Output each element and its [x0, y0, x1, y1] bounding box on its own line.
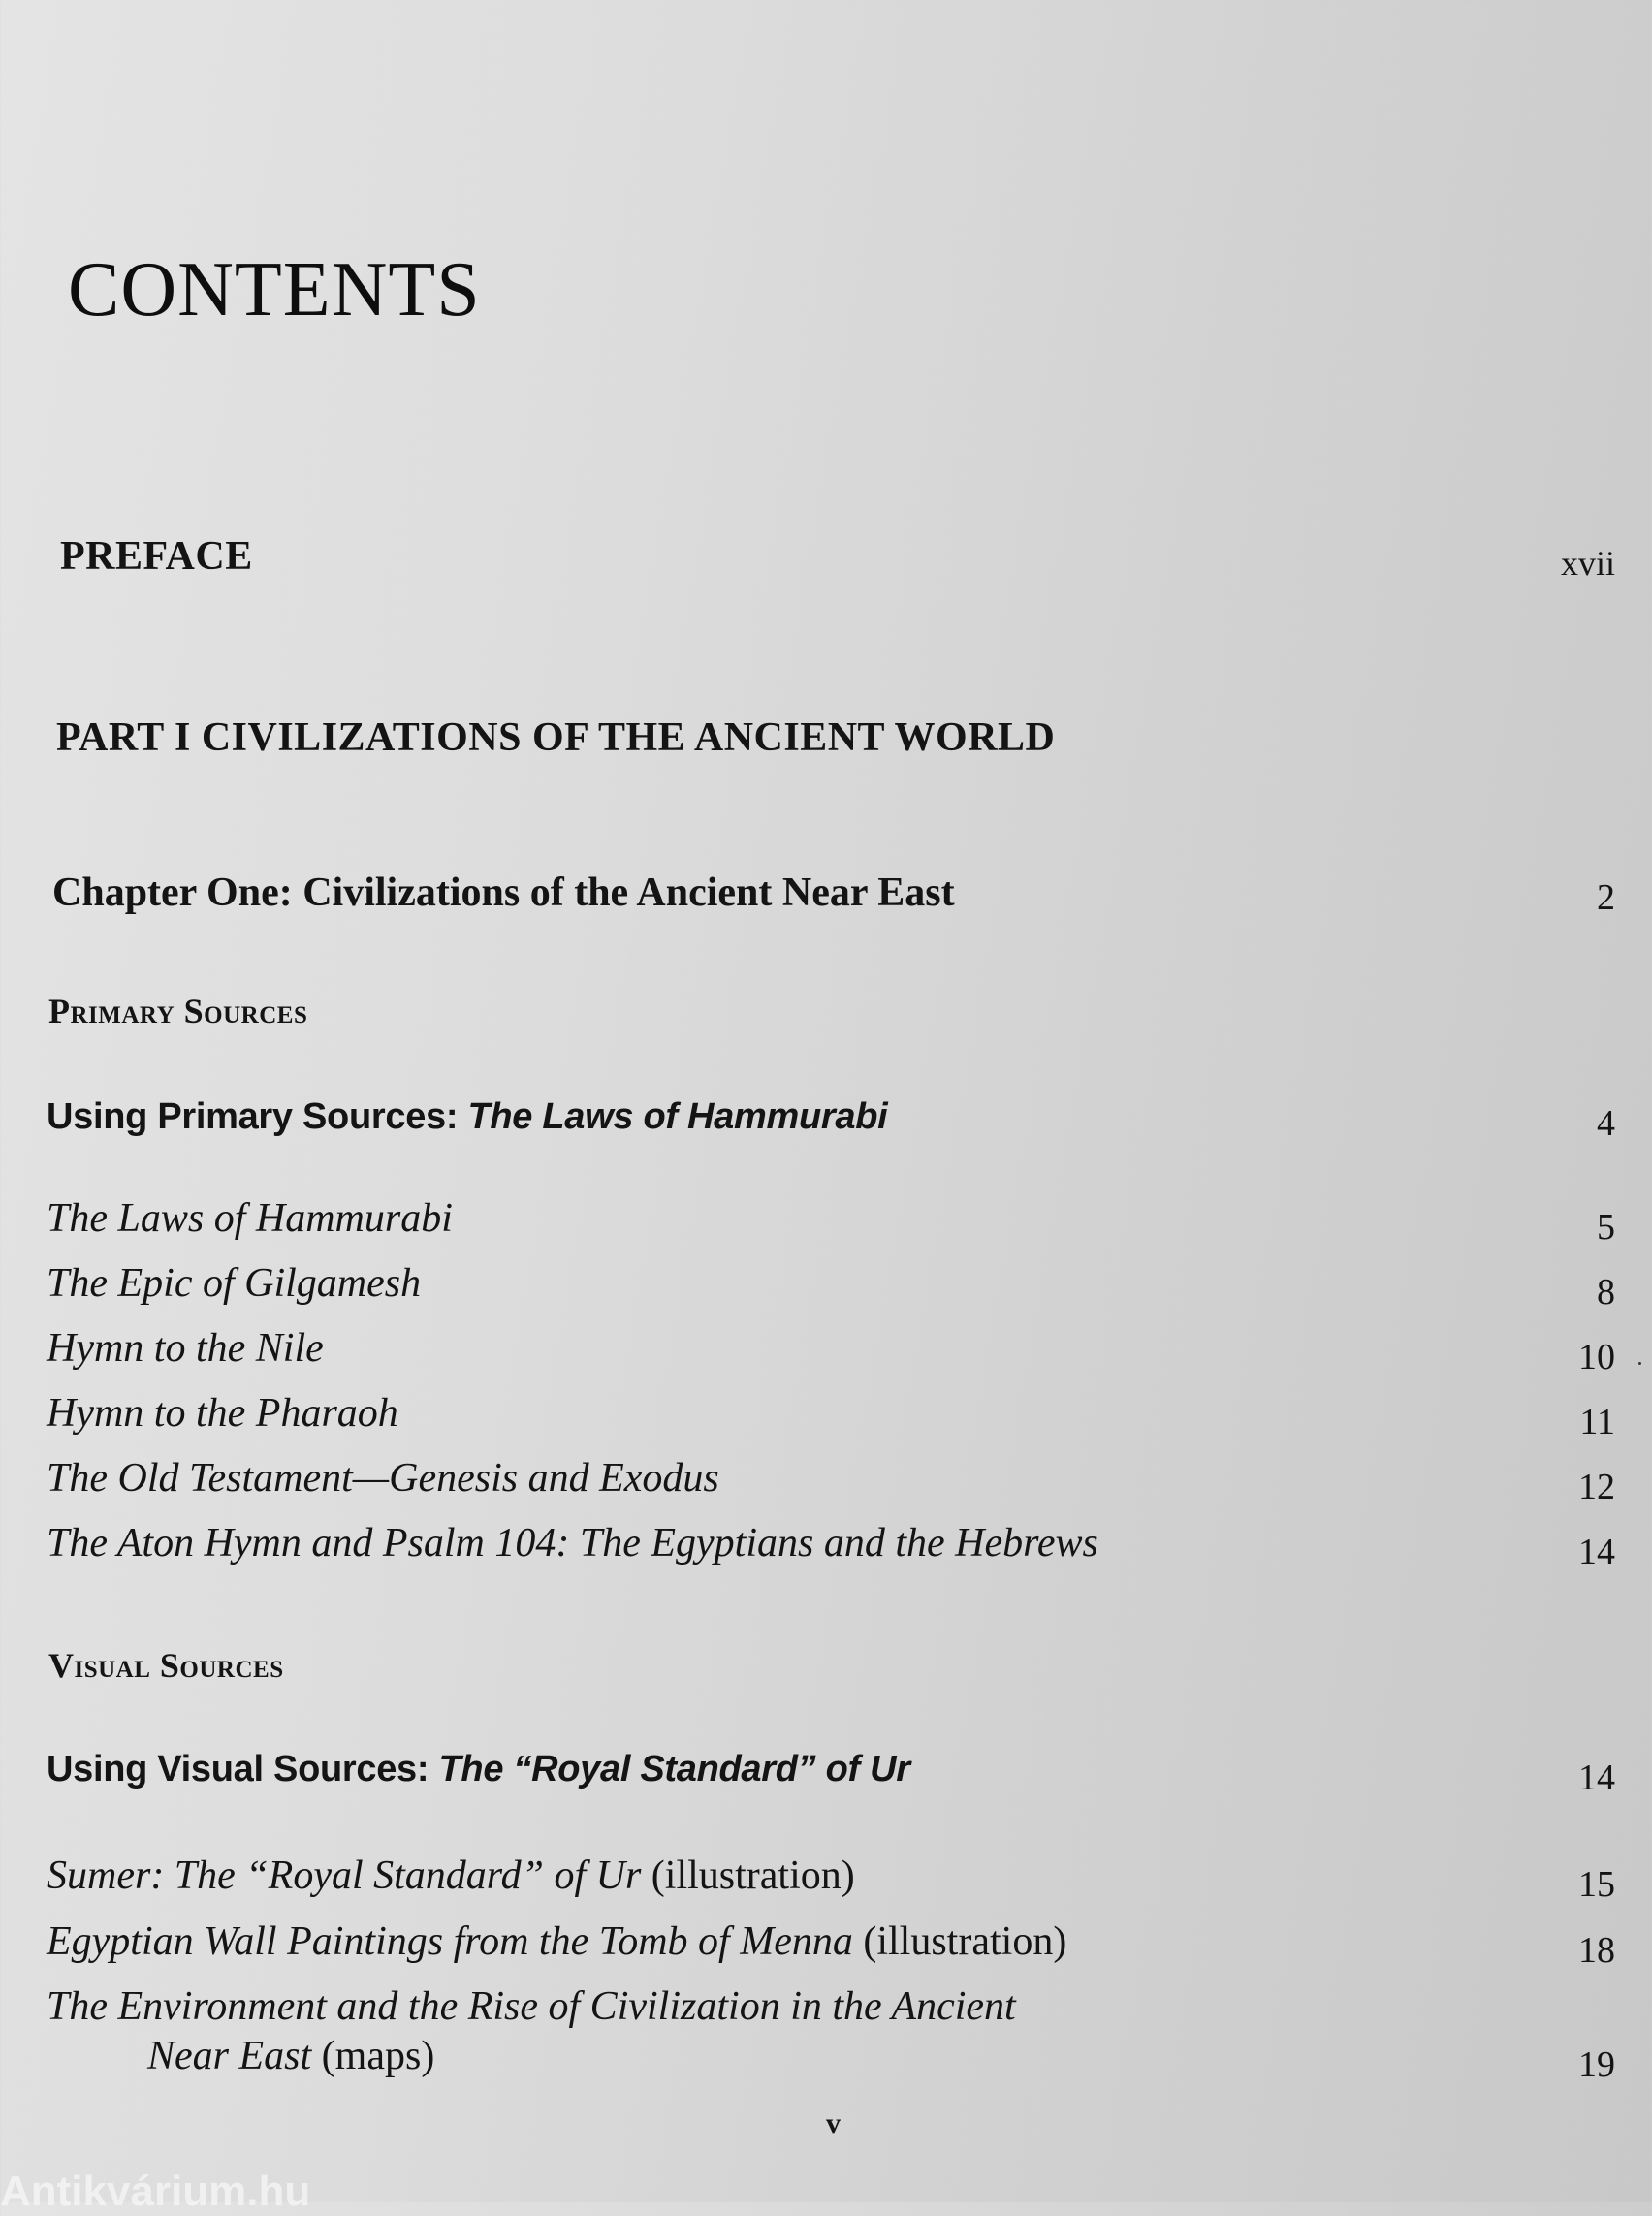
visual-source-page: 15	[1578, 1864, 1615, 1905]
visual-source-entry	[47, 1918, 1066, 1965]
primary-sources-heading: Primary Sources	[48, 992, 308, 1030]
using-primary-sources-page: 4	[1597, 1103, 1615, 1144]
part-heading: PART I CIVILIZATIONS OF THE ANCIENT WORLD	[56, 715, 1056, 760]
visual-source-note: (maps)	[311, 2034, 435, 2078]
show-through-text	[504, 29, 514, 75]
visual-source-page: 19	[1578, 2044, 1615, 2085]
page-folio: v	[826, 2107, 841, 2139]
primary-source-entry: Hymn to the Nile	[47, 1326, 324, 1371]
using-primary-sources-entry	[47, 1096, 887, 1138]
visual-sources-heading: Visual Sources	[48, 1646, 284, 1685]
watermark: Antikvárium.hu	[0, 2168, 311, 2215]
visual-source-note: (illustration)	[641, 1853, 855, 1898]
primary-source-entry: The Laws of Hammurabi	[47, 1196, 453, 1241]
visual-source-note: (illustration)	[852, 1919, 1067, 1964]
primary-source-entry: The Aton Hymn and Psalm 104: The Egyptians and the Hebrews	[47, 1521, 1098, 1566]
primary-source-page: 12	[1578, 1467, 1615, 1507]
visual-source-entry	[47, 1852, 855, 1899]
primary-source-entry: The Old Testament—Genesis and Exodus	[47, 1456, 719, 1501]
primary-source-page: 8	[1597, 1272, 1615, 1313]
page-title: CONTENTS	[68, 246, 481, 332]
primary-source-page: 11	[1579, 1402, 1615, 1442]
chapter-title: Chapter One: Civilizations of the Ancient Near East	[52, 871, 955, 915]
primary-source-page: 14	[1578, 1532, 1615, 1572]
using-visual-sources-prefix: Using Visual Sources:	[47, 1749, 439, 1789]
preface-page: xvii	[1560, 544, 1615, 583]
visual-source-entry: The Environment and the Rise of Civilization in the Ancient	[47, 1984, 1016, 2029]
visual-source-page: 18	[1578, 1930, 1615, 1971]
chapter-page: 2	[1597, 877, 1615, 918]
using-visual-sources-page: 14	[1578, 1757, 1615, 1798]
visual-source-title: Egyptian Wall Paintings from the Tomb of Menna	[47, 1919, 853, 1964]
using-visual-sources-title: The “Royal Standard” of Ur	[438, 1749, 910, 1789]
primary-source-page: 10	[1578, 1337, 1615, 1377]
visual-source-entry-continuation	[147, 2033, 434, 2079]
primary-source-entry: Hymn to the Pharaoh	[47, 1391, 398, 1436]
preface-label: PREFACE	[60, 534, 253, 579]
using-primary-sources-prefix: Using Primary Sources:	[47, 1096, 468, 1137]
using-primary-sources-title: The Laws of Hammurabi	[467, 1096, 888, 1137]
primary-source-entry: The Epic of Gilgamesh	[47, 1261, 422, 1306]
visual-source-title: Sumer: The “Royal Standard” of Ur	[47, 1853, 642, 1898]
primary-source-page: 5	[1597, 1207, 1615, 1248]
dust-speck	[1638, 1362, 1641, 1365]
visual-source-title-cont: Near East	[147, 2034, 312, 2078]
using-visual-sources-entry	[47, 1749, 910, 1790]
